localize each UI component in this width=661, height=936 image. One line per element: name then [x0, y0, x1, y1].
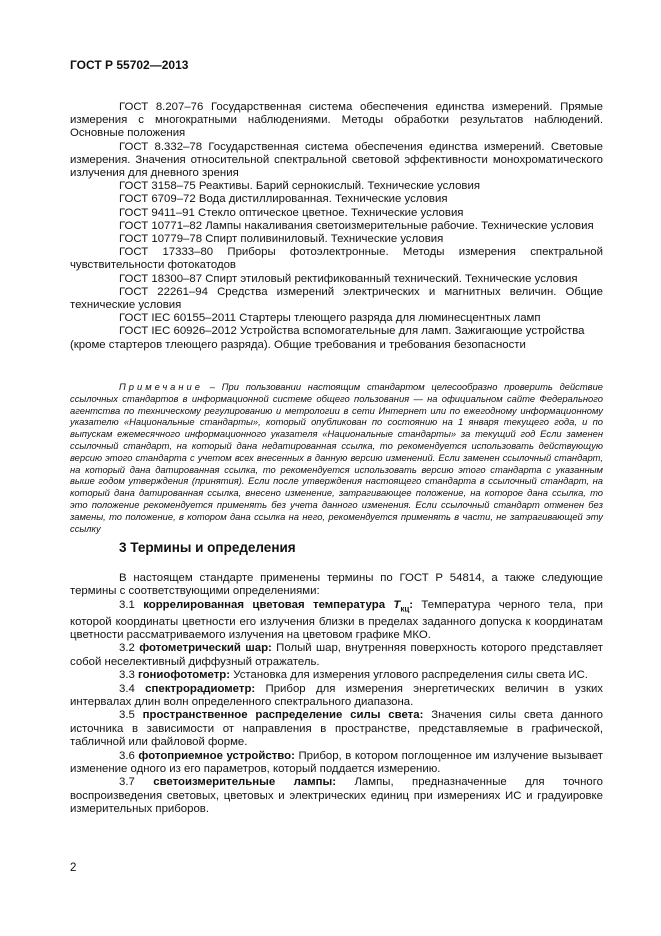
reference-item: ГОСТ 3158–75 Реактивы. Барий сернокислый. Технические условия — [119, 180, 480, 193]
term-item: 3.2 фотометрический шар: Полый шар, внутренняя поверхность которого представляет собой неселективный диффузный отражатель. — [70, 642, 603, 668]
term-definition: Лампы, предназначенные для точного воспроизведения световых, цветовых и электрических единиц при измерениях ИС и градуировке измерительных приборов. — [70, 776, 603, 816]
reference-item: ГОСТ 6709–72 Вода дистиллированная. Технические условия — [119, 193, 448, 206]
term-symbol: $T_{кц}$: — [393, 598, 414, 614]
term-name: коррелированная цветовая температура — [143, 598, 394, 611]
term-item: 3.7 светоизмерительные лампы: Лампы, предназначенные для точного воспроизведения световых, цветовых и электрических единиц при измерениях ИС и градуировке измерительных приборов. — [70, 776, 603, 816]
terms-list — [70, 572, 603, 817]
reference-item: ГОСТ 10779–78 Спирт поливиниловый. Технические условия — [119, 233, 444, 246]
term-definition: Прибор для измерения энергетических величин в узких интервалах длин волн определенного спектрального диапазона. — [70, 682, 604, 708]
reference-item: ГОСТ 8.332–78 Государственная система обеспечения единства измерений. Световые измерения. Значения относительной спектральной световой эффективности монохроматического излучения для дневного зрения — [70, 140, 603, 180]
reference-item: ГОСТ 18300–87 Спирт этиловый ректификованный технический. Технические условия — [119, 272, 578, 285]
term-name: гониофотометр: — [138, 669, 231, 682]
term-definition: Значения силы света данного источника в зависимости от направления в пространстве, представляемые в графической, табличной или файловой форме. — [70, 709, 604, 749]
intro-paragraph: В настоящем стандарте применены термины по ГОСТ Р 54814, а также следующие термины с соответствующими определениями: — [70, 572, 603, 598]
term-definition: Температура черного тела, при которой координаты цветности его излучения близки в пределах заданного допуска к координатам цветности рассматриваемого излучения на цветовом графике МКО. — [70, 598, 603, 641]
term-definition: Полый шар, внутренняя поверхность которого представляет собой неселективный диффузный отражатель. — [70, 642, 603, 668]
term-name: пространственное распределение силы света: — [142, 709, 424, 722]
page-number: 2 — [70, 862, 77, 874]
note-label: Примечание — [119, 381, 203, 392]
term-name: светоизмерительные лампы: — [153, 776, 337, 789]
term-definition: Прибор, в котором поглощенное им излучение вызывает изменение одного из его параметров, который поддается измерению. — [70, 749, 604, 775]
term-item: 3.1 коррелированная цветовая температура $T_{кц}$: Температура черного тела, при которой координаты цветности его излучения близки в пределах заданного допуска к координатам цветности рассматриваемого излучения на цветовом графике МКО. — [70, 598, 603, 641]
normative-references — [70, 101, 603, 352]
term-name: спектрорадиометр: — [145, 682, 256, 695]
term-item: 3.6 фотоприемное устройство: Прибор, в котором поглощенное им излучение вызывает изменение одного из его параметров, который поддается измерению. — [70, 749, 604, 775]
reference-item: ГОСТ 9411–91 Стекло оптическое цветное. Технические условия — [119, 206, 464, 219]
reference-item: ГОСТ 10771–82 Лампы накаливания светоизмерительные рабочие. Технические условия — [119, 219, 594, 232]
section-title: 3 Термины и определения — [119, 540, 296, 555]
term-item: 3.5 пространственное распределение силы света: Значения силы света данного источника в зависимости от направления в пространстве, представляемые в графической, табличной или файловой форме. — [70, 709, 604, 749]
note-text: – При пользовании настоящим стандартом целесообразно проверить действие ссылочных стандартов в информационной системе общего пользования — на официальном сайте Федерального агентства по техническому регулированию и метрологии в сети Интернет или по ежегодному информационному указателю «Национальные стандарты», который опубликован по состоянию на 1 января текущего года, и по выпускам ежемесячного информационного указателя «Национальные стандарты» за текущий год Если заменен ссылочный стандарт, на который дана недатированная ссылка, то рекомендуется использовать действующую версию этого стандарта с учетом всех внесенных в данную версию изменений. Если заменен ссылочный стандарт, на который дана датированная ссылка, то рекомендуется использовать версию этого стандарта с указанным выше годом утверждения (принятия). Если после утверждения настоящего стандарта в ссылочный стандарт, на который дана датированная ссылка, внесено изменение, затрагивающее положение, на которое дана ссылка, то это положение рекомендуется применять без учета данного изменения. Если ссылочный стандарт отменен без замены, то положение, в котором дана ссылка на него, рекомендуется применять в части, не затрагивающей эту ссылку — [70, 381, 603, 534]
reference-item: ГОСТ 22261–94 Средства измерений электрических и магнитных величин. Общие технические условия — [70, 285, 603, 312]
reference-item: ГОСТ IEC 60926–2012 Устройства вспомогательные для ламп. Зажигающие устройства (кроме стартеров тлеющего разряда). Общие требования и требования безопасности — [70, 325, 585, 351]
reference-item: ГОСТ 8.207–76 Государственная система обеспечения единства измерений. Прямые измерения с многократными наблюдениями. Методы обработки результатов наблюдений. Основные положения — [70, 101, 603, 140]
term-item: 3.3 гониофотометр: Установка для измерения углового распределения силы света ИС. — [119, 669, 588, 682]
note-paragraph — [70, 381, 603, 534]
reference-item: ГОСТ IEC 60155–2011 Стартеры тлеющего разряда для люминесцентных ламп — [119, 312, 541, 325]
term-definition: Установка для измерения углового распределения силы света ИС. — [230, 669, 588, 682]
term-item: 3.4 спектрорадиометр: Прибор для измерения энергетических величин в узких интервалах длин волн определенного спектрального диапазона. — [70, 682, 604, 708]
term-name: фотометрический шар: — [139, 642, 272, 655]
reference-item: ГОСТ 17333–80 Приборы фотоэлектронные. Методы измерения спектральной чувствительности фотокатодов — [70, 246, 603, 272]
term-name: фотоприемное устройство: — [138, 749, 295, 762]
standard-header: ГОСТ Р 55702—2013 — [70, 58, 189, 72]
